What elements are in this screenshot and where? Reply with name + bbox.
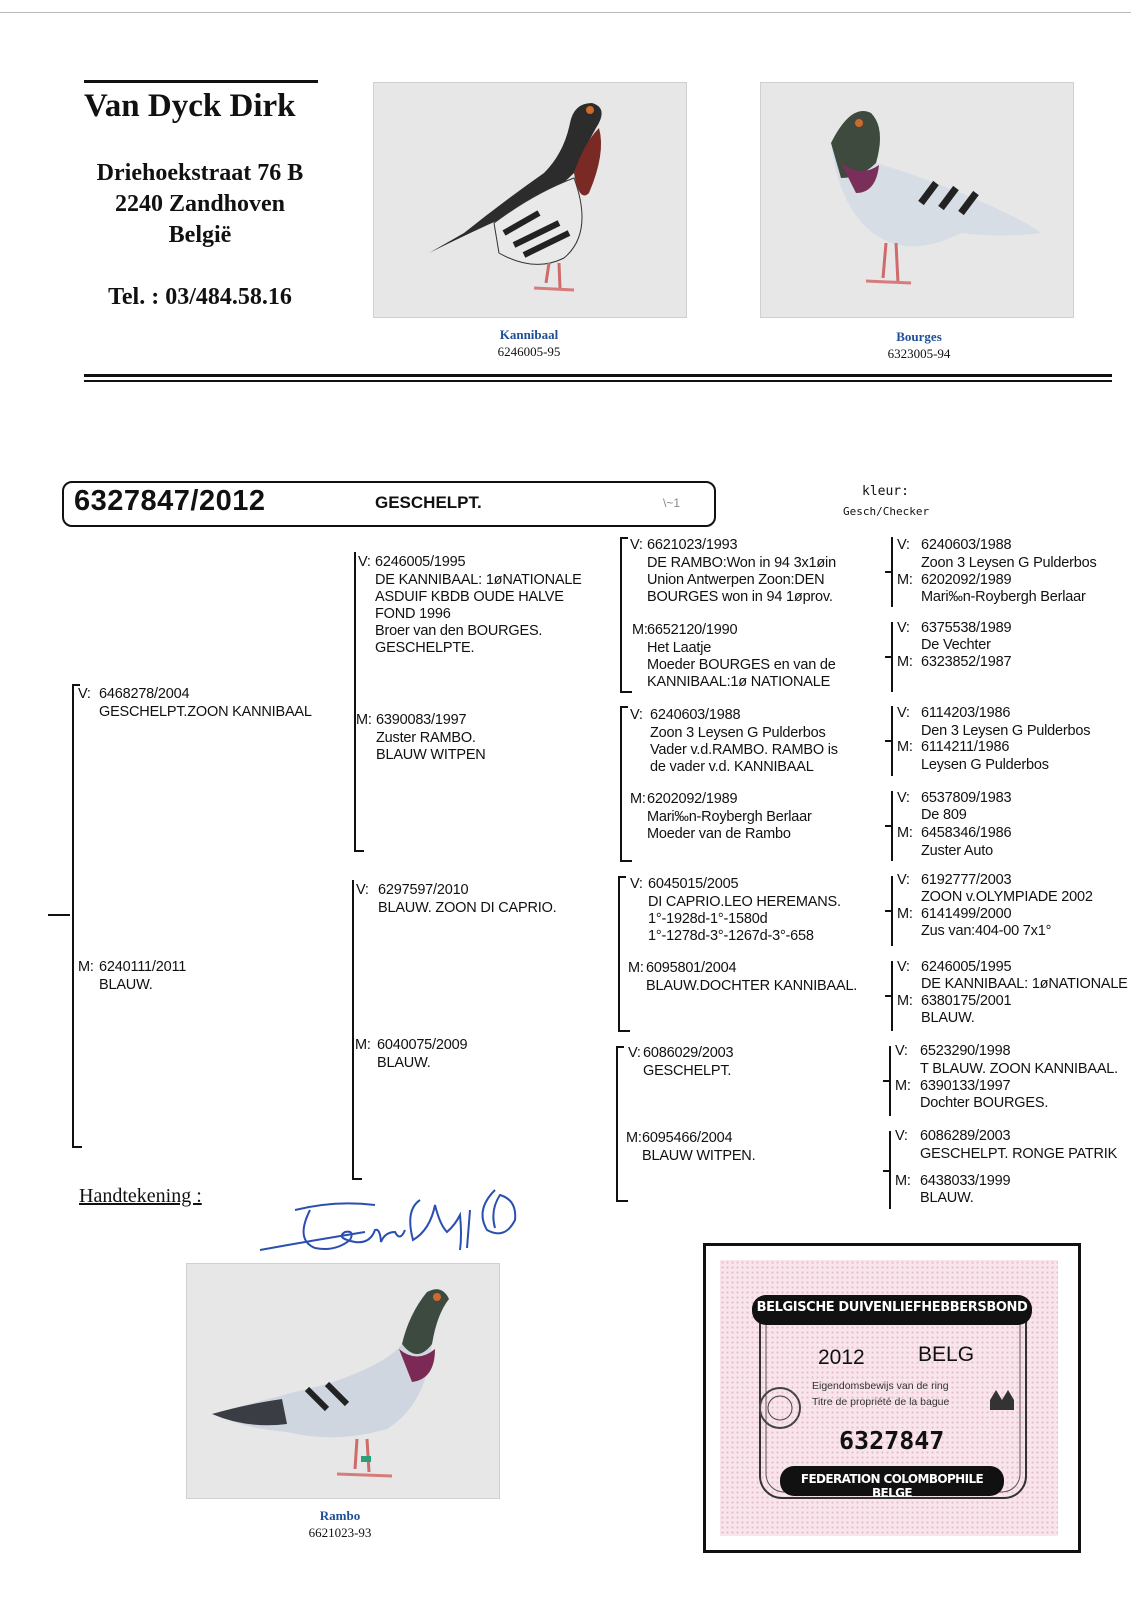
g4-m-desc: Zus van:404-00 7x1° bbox=[921, 923, 1052, 939]
g4-m-prefix: M: bbox=[897, 993, 913, 1009]
g4-v-ring: 6240603/1988 bbox=[921, 537, 1012, 553]
g4-bracket bbox=[891, 791, 893, 861]
gen1-bracket bbox=[72, 684, 74, 1148]
g4-m-desc: BLAUW. bbox=[920, 1190, 974, 1206]
g4-m-prefix: M: bbox=[897, 572, 913, 588]
g3-line: Moeder BOURGES en van de bbox=[647, 657, 836, 673]
owner-city: 2240 Zandhoven bbox=[114, 191, 286, 217]
pigeon-image bbox=[187, 1264, 499, 1498]
caption-name-bourges: Bourges bbox=[896, 329, 942, 344]
g4-m-ring: 6141499/2000 bbox=[921, 906, 1012, 922]
pigeon-image bbox=[374, 83, 686, 317]
pigeon-image bbox=[761, 83, 1073, 317]
g4-m-ring: 6202092/1989 bbox=[921, 572, 1012, 588]
signature-image bbox=[255, 1170, 545, 1260]
g3-ring: 6086029/2003 bbox=[643, 1045, 734, 1061]
certificate-line1: Eigendomsbewijs van de ring bbox=[812, 1380, 949, 1392]
mf-line: BLAUW. ZOON DI CAPRIO. bbox=[378, 900, 557, 916]
caption-ring-rambo: 6621023-93 bbox=[308, 1525, 372, 1540]
fm-prefix: M: bbox=[356, 712, 372, 728]
g4-v-desc: DE KANNIBAAL: 1øNATIONALE bbox=[921, 976, 1128, 992]
certificate-country: BELG bbox=[918, 1343, 975, 1366]
gen2-bracket-father-bottom bbox=[354, 850, 364, 852]
certificate-line2: Titre de propriété de la bague bbox=[812, 1396, 950, 1408]
ff-line: ASDUIF KBDB OUDE HALVE bbox=[375, 589, 564, 605]
g4-v-desc: De 809 bbox=[921, 807, 967, 823]
g4-v-prefix: V: bbox=[895, 1128, 908, 1144]
ff-ring: 6246005/1995 bbox=[375, 554, 466, 570]
g3-line: GESCHELPT. bbox=[643, 1063, 732, 1079]
g3-prefix: M: bbox=[630, 791, 646, 807]
photo-rambo bbox=[186, 1263, 500, 1499]
g3-line: DE RAMBO:Won in 94 3x1øin bbox=[647, 555, 836, 571]
father-prefix: V: bbox=[78, 686, 91, 702]
g4-m-ring: 6390133/1997 bbox=[920, 1078, 1011, 1094]
g4-v-ring: 6537809/1983 bbox=[921, 790, 1012, 806]
g4-tick bbox=[885, 910, 891, 912]
g3-prefix: M: bbox=[626, 1130, 642, 1146]
photo-kannibaal bbox=[373, 82, 687, 318]
g3-prefix: V: bbox=[630, 707, 643, 723]
g3-line: Vader v.d.RAMBO. RAMBO is bbox=[650, 742, 838, 758]
g4-m-ring: 6114211/1986 bbox=[921, 739, 1010, 755]
mf-prefix: V: bbox=[356, 882, 369, 898]
g3-line: 1°-1928d-1°-1580d bbox=[648, 911, 768, 927]
g4-v-desc: GESCHELPT. RONGE PATRIK bbox=[920, 1146, 1118, 1162]
g3-line: Het Laatje bbox=[647, 640, 712, 656]
g3-prefix: M: bbox=[628, 960, 644, 976]
mf-ring: 6297597/2010 bbox=[378, 882, 469, 898]
g4-v-ring: 6375538/1989 bbox=[921, 620, 1012, 636]
gen3-bracket-2-bottom bbox=[620, 860, 632, 862]
g4-m-prefix: M: bbox=[895, 1173, 911, 1189]
g4-m-desc: Dochter BOURGES. bbox=[920, 1095, 1049, 1111]
g3-prefix: V: bbox=[630, 537, 643, 553]
g4-m-ring: 6438033/1999 bbox=[920, 1173, 1011, 1189]
g4-v-desc: ZOON v.OLYMPIADE 2002 bbox=[921, 889, 1093, 905]
g4-tick bbox=[885, 825, 891, 827]
g4-m-ring: 6380175/2001 bbox=[921, 993, 1012, 1009]
g3-line: Mari‰n-Roybergh Berlaar bbox=[647, 809, 812, 825]
ff-line: GESCHELPTE. bbox=[375, 640, 475, 656]
g3-line: BLAUW.DOCHTER KANNIBAAL. bbox=[646, 978, 858, 994]
g4-v-desc: T BLAUW. ZOON KANNIBAAL. bbox=[920, 1061, 1118, 1077]
g4-tick bbox=[885, 656, 891, 658]
g3-ring: 6045015/2005 bbox=[648, 876, 739, 892]
father-desc: GESCHELPT.ZOON KANNIBAAL bbox=[99, 704, 312, 720]
gen3-bracket-2-top bbox=[620, 706, 628, 708]
g3-ring: 6621023/1993 bbox=[647, 537, 738, 553]
gen3-bracket-4 bbox=[616, 1046, 618, 1202]
g4-bracket bbox=[889, 1046, 891, 1116]
g4-v-ring: 6114203/1986 bbox=[921, 705, 1011, 721]
g4-v-desc: Zoon 3 Leysen G Pulderbos bbox=[921, 555, 1097, 571]
gen3-bracket-3 bbox=[618, 876, 620, 1032]
g4-v-prefix: V: bbox=[897, 872, 910, 888]
g4-v-desc: Den 3 Leysen G Pulderbos bbox=[921, 723, 1091, 739]
g4-tick bbox=[885, 740, 891, 742]
g4-v-prefix: V: bbox=[897, 705, 910, 721]
ff-line: FOND 1996 bbox=[375, 606, 451, 622]
g4-m-desc: Mari‰n-Roybergh Berlaar bbox=[921, 589, 1086, 605]
gen2-bracket-mother bbox=[352, 880, 354, 1180]
mm-ring: 6040075/2009 bbox=[377, 1037, 468, 1053]
gen1-bracket-bottom bbox=[72, 1146, 82, 1148]
g4-v-prefix: V: bbox=[895, 1043, 908, 1059]
g3-line: 1°-1278d-3°-1267d-3°-658 bbox=[648, 928, 814, 944]
g4-m-ring: 6458346/1986 bbox=[921, 825, 1012, 841]
ff-prefix: V: bbox=[358, 554, 371, 570]
header-rule-bottom bbox=[84, 380, 1112, 382]
gen3-bracket-1-top bbox=[620, 537, 628, 539]
owner-country: België bbox=[168, 222, 232, 248]
gen3-bracket-3-bottom bbox=[618, 1030, 630, 1032]
handwritten-mark: \~1 bbox=[663, 496, 681, 510]
g4-m-prefix: M: bbox=[895, 1078, 911, 1094]
g4-v-prefix: V: bbox=[897, 959, 910, 975]
g3-ring: 6652120/1990 bbox=[647, 622, 738, 638]
g3-ring: 6202092/1989 bbox=[647, 791, 738, 807]
mother-desc: BLAUW. bbox=[99, 977, 153, 993]
gen3-bracket-3-top bbox=[618, 876, 626, 878]
fm-line: Zuster RAMBO. bbox=[376, 730, 476, 746]
g4-m-desc: Zuster Auto bbox=[921, 843, 993, 859]
g4-tick bbox=[885, 571, 891, 573]
g3-line: de vader v.d. KANNIBAAL bbox=[650, 759, 814, 775]
g4-bracket bbox=[889, 1131, 891, 1209]
mother-ring: 6240111/2011 bbox=[99, 959, 187, 975]
fm-line: BLAUW WITPEN bbox=[376, 747, 486, 763]
g4-tick bbox=[883, 1170, 889, 1172]
g4-v-ring: 6246005/1995 bbox=[921, 959, 1012, 975]
certificate-top-banner-text: BELGISCHE DUIVENLIEFHEBBERSBOND bbox=[756, 1300, 1028, 1315]
kleur-value: Gesch/Checker bbox=[843, 505, 930, 518]
pigeon-color: GESCHELPT. bbox=[375, 493, 482, 512]
g4-v-prefix: V: bbox=[897, 790, 910, 806]
g4-tick bbox=[885, 995, 891, 997]
g3-prefix: M: bbox=[632, 622, 648, 638]
gen2-bracket-father bbox=[354, 552, 356, 852]
g4-m-ring: 6323852/1987 bbox=[921, 654, 1012, 670]
gen3-bracket-1-bottom bbox=[620, 691, 632, 693]
owner-name: Van Dyck Dirk bbox=[84, 88, 296, 124]
owner-top-rule bbox=[84, 80, 318, 83]
gen3-bracket-4-top bbox=[616, 1046, 624, 1048]
g3-ring: 6240603/1988 bbox=[650, 707, 741, 723]
g4-bracket bbox=[891, 706, 893, 776]
mother-prefix: M: bbox=[78, 959, 94, 975]
g4-m-desc: Leysen G Pulderbos bbox=[921, 757, 1049, 773]
g3-line: Moeder van de Rambo bbox=[647, 826, 791, 842]
g4-bracket bbox=[891, 622, 893, 692]
caption-ring-kannibaal: 6246005-95 bbox=[497, 344, 561, 359]
owner-street: Driehoekstraat 76 B bbox=[96, 160, 304, 186]
g3-line: Zoon 3 Leysen G Pulderbos bbox=[650, 725, 826, 741]
owner-phone: Tel. : 03/484.58.16 bbox=[108, 284, 292, 310]
g4-bracket bbox=[891, 537, 893, 607]
signature-label: Handtekening : bbox=[79, 1185, 202, 1207]
g4-bracket bbox=[891, 961, 893, 1031]
g4-v-ring: 6086289/2003 bbox=[920, 1128, 1011, 1144]
mm-line: BLAUW. bbox=[377, 1055, 431, 1071]
g4-m-desc: BLAUW. bbox=[921, 1010, 975, 1026]
father-ring: 6468278/2004 bbox=[99, 686, 190, 702]
kleur-label: kleur: bbox=[862, 484, 909, 499]
g3-line: Union Antwerpen Zoon:DEN bbox=[647, 572, 825, 588]
g4-v-prefix: V: bbox=[897, 537, 910, 553]
g4-tick bbox=[883, 1080, 889, 1082]
certificate-number: 6327847 bbox=[839, 1426, 945, 1455]
caption-ring-bourges: 6323005-94 bbox=[887, 346, 951, 361]
certificate-bottom-banner-text: FEDERATION COLOMBOPHILE BELGE bbox=[800, 1472, 984, 1500]
g4-m-prefix: M: bbox=[897, 654, 913, 670]
g3-prefix: V: bbox=[630, 876, 643, 892]
gen3-bracket-1 bbox=[620, 537, 622, 693]
fm-ring: 6390083/1997 bbox=[376, 712, 467, 728]
gen3-bracket-4-bottom bbox=[616, 1200, 628, 1202]
certificate-year: 2012 bbox=[818, 1346, 865, 1369]
g3-ring: 6095466/2004 bbox=[642, 1130, 733, 1146]
g3-line: KANNIBAAL:1ø NATIONALE bbox=[647, 674, 831, 690]
g4-v-prefix: V: bbox=[897, 620, 910, 636]
photo-bourges bbox=[760, 82, 1074, 318]
g3-line: BOURGES won in 94 1øprov. bbox=[647, 589, 833, 605]
g4-v-desc: De Vechter bbox=[921, 637, 991, 653]
page-top-edge bbox=[0, 12, 1131, 13]
ff-line: Broer van den BOURGES. bbox=[375, 623, 543, 639]
g3-line: DI CAPRIO.LEO HEREMANS. bbox=[648, 894, 841, 910]
caption-name-kannibaal: Kannibaal bbox=[499, 327, 559, 342]
gen3-bracket-2 bbox=[620, 706, 622, 862]
g3-ring: 6095801/2004 bbox=[646, 960, 737, 976]
g4-v-ring: 6523290/1998 bbox=[920, 1043, 1011, 1059]
ff-line: DE KANNIBAAL: 1øNATIONALE bbox=[375, 572, 582, 588]
g3-line: BLAUW WITPEN. bbox=[642, 1148, 756, 1164]
g4-bracket bbox=[891, 876, 893, 946]
header-rule-top bbox=[84, 374, 1112, 377]
caption-name-rambo: Rambo bbox=[319, 1508, 361, 1523]
subject-connector bbox=[48, 914, 70, 916]
g4-v-ring: 6192777/2003 bbox=[921, 872, 1012, 888]
g4-m-prefix: M: bbox=[897, 825, 913, 841]
g4-m-prefix: M: bbox=[897, 906, 913, 922]
mm-prefix: M: bbox=[355, 1037, 371, 1053]
ring-number: 6327847/2012 bbox=[74, 485, 266, 517]
g4-m-prefix: M: bbox=[897, 739, 913, 755]
g3-prefix: V: bbox=[628, 1045, 641, 1061]
